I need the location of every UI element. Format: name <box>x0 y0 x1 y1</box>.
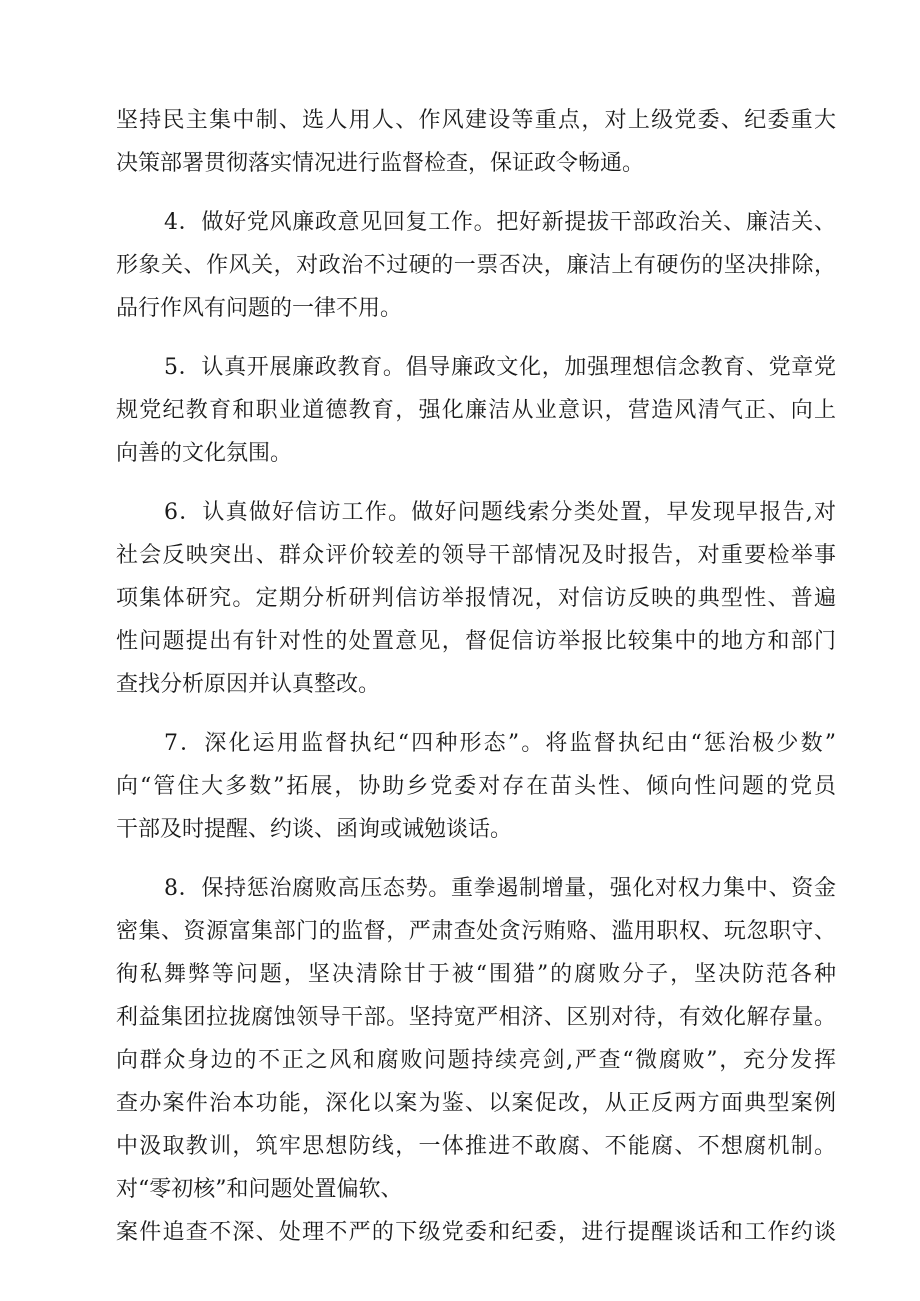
paragraph-4-heading-line: 4．做好党风廉政意见回复工作。把好新提拔干部政治关、廉洁关、 <box>164 210 836 235</box>
paragraph-8-heading-line: 8．保持惩治腐败高压态势。重拳遏制增量，强化对权力集中、资金 <box>164 876 836 901</box>
text-line: 案件追查不深、处理不严的下级党委和纪委，进行提醒谈话和工作约谈 <box>116 1220 836 1245</box>
text-line: 向善的文化氛围。 <box>116 441 293 466</box>
text-line: 查办案件治本功能，深化以案为鉴、以案促改，从正反两方面典型案例 <box>116 1091 836 1116</box>
text-line: 中汲取教训，筑牢思想防线，一体推进不敢腐、不能腐、不想腐机制。 <box>116 1134 836 1159</box>
text-line: 向“管住大多数”拓展，协助乡党委对存在苗头性、倾向性问题的党员 <box>116 774 836 799</box>
paragraph-5-heading-line: 5．认真开展廉政教育。倡导廉政文化，加强理想信念教育、党章党 <box>164 355 836 380</box>
text-line: 决策部署贯彻落实情况进行监督检查，保证政令畅通。 <box>116 151 645 176</box>
paragraph-7-heading-line: 7．深化运用监督执纪“四种形态”。将监督执纪由“惩治极少数” <box>164 731 836 756</box>
text-line: 干部及时提醒、约谈、函询或诫勉谈话。 <box>116 817 513 842</box>
text-line: 社会反映突出、群众评价较差的领导干部情况及时报告，对重要检举事 <box>116 543 836 568</box>
text-line: 项集体研究。定期分析研判信访举报情况，对信访反映的典型性、普遍 <box>116 586 836 611</box>
text-line: 规党纪教育和职业道德教育，强化廉洁从业意识，营造风清气正、向上 <box>116 398 836 423</box>
text-line: 密集、资源富集部门的监督，严肃查处贪污贿赂、滥用职权、玩忽职守、 <box>116 919 836 944</box>
paragraph-6-heading-line: 6．认真做好信访工作。做好问题线索分类处置，早发现早报告,对 <box>164 500 836 525</box>
text-line: 性问题提出有针对性的处置意见，督促信访举报比较集中的地方和部门 <box>116 629 836 654</box>
document-body <box>116 99 836 1254</box>
text-line: 品行作风有问题的一律不用。 <box>116 296 403 321</box>
text-line: 坚持民主集中制、选人用人、作风建设等重点，对上级党委、纪委重大 <box>116 108 836 133</box>
text-line: 对“零初核”和问题处置偏软、 <box>116 1177 403 1202</box>
text-line: 徇私舞弊等问题，坚决清除甘于被“围猎”的腐败分子，坚决防范各种 <box>116 962 836 987</box>
text-line: 向群众身边的不正之风和腐败问题持续亮剑,严查“微腐败”，充分发挥 <box>116 1048 836 1073</box>
text-line: 利益集团拉拢腐蚀领导干部。坚持宽严相济、区别对待，有效化解存量。 <box>116 1005 836 1030</box>
text-line: 查找分析原因并认真整改。 <box>116 672 381 697</box>
text-line: 形象关、作风关，对政治不过硬的一票否决，廉洁上有硬伤的坚决排除， <box>116 253 836 278</box>
